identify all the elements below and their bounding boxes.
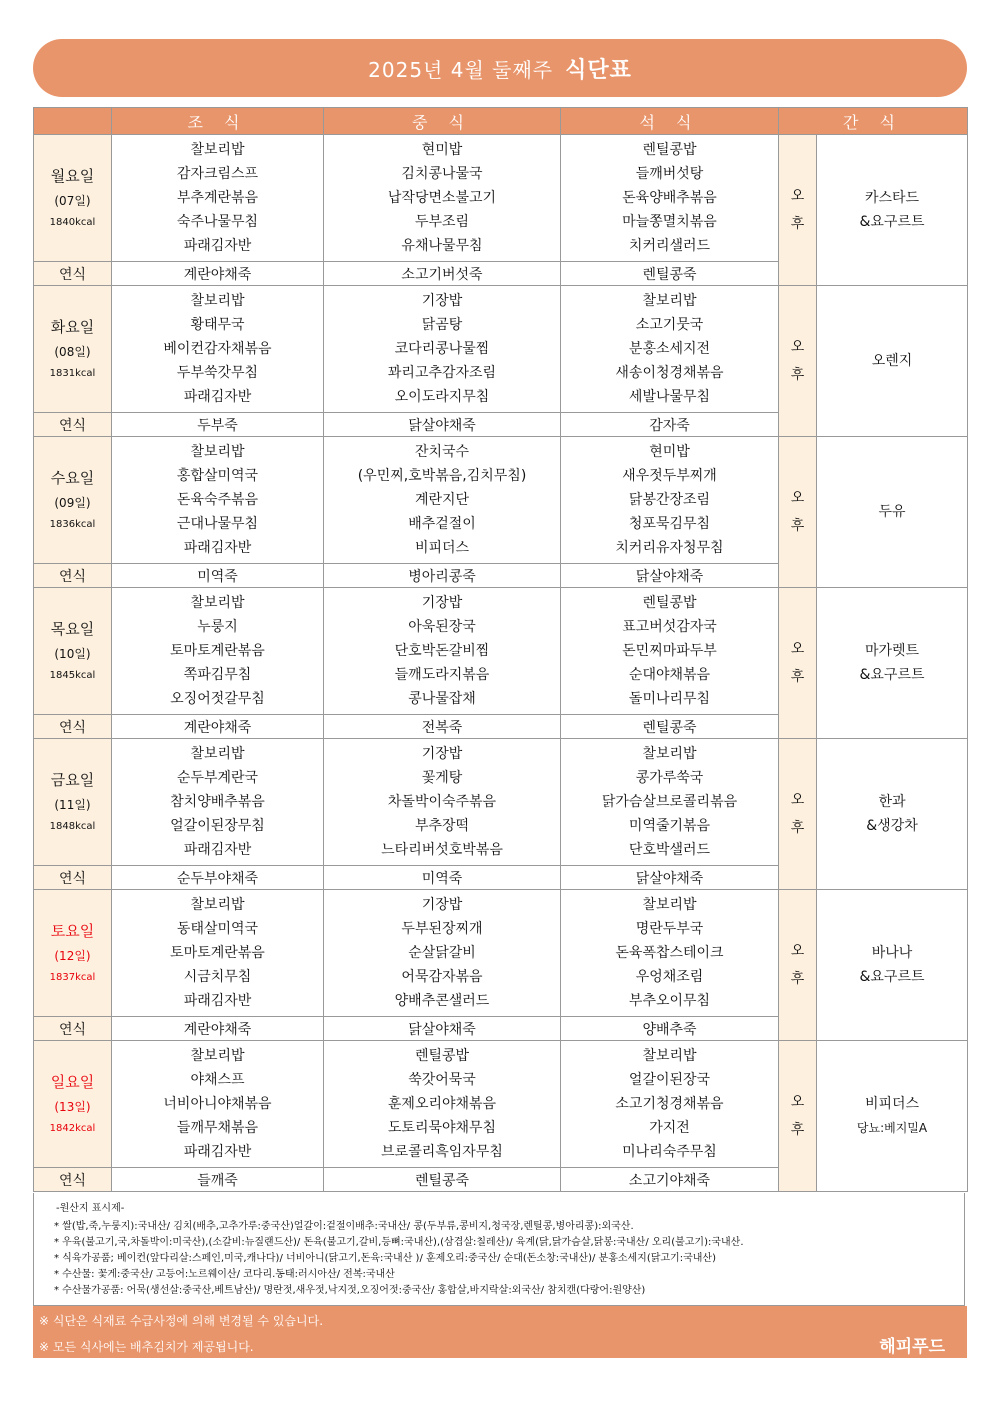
porridge-label: 연식 <box>34 262 112 286</box>
header-row <box>34 108 968 135</box>
day-name: 월요일 <box>50 167 95 186</box>
menu-item: 단호박샐러드 <box>628 842 711 858</box>
origin-line: * 수산물가공품: 어묵(생선살:중국산,베트남산)/ 명란젓,새우젓,낙지젓,오징어젓:중국산/ 홍합살,바지락살:외국산/ 참치캔(다랑어:원양산) <box>54 1285 646 1296</box>
menu-item: 렌틸콩밥 <box>414 1048 470 1064</box>
menu-item: 두부조림 <box>414 214 470 230</box>
menu-item: 치커리샐러드 <box>628 238 711 254</box>
menu-item: 미나리숙주무침 <box>622 1144 717 1160</box>
menu-item: 부추오이무침 <box>628 993 711 1009</box>
snack-item: 당뇨:베지밀A <box>856 1121 928 1135</box>
menu-item: 찰보리밥 <box>642 1048 697 1064</box>
menu-table <box>33 107 968 1192</box>
porridge-item: 렌틸콩죽 <box>561 262 779 286</box>
day-date: (10일) <box>54 647 91 662</box>
menu-item: 비피더스 <box>414 540 470 556</box>
day-date: (11일) <box>54 798 91 813</box>
menu-item: 어묵감자볶음 <box>401 969 483 985</box>
porridge-item: 닭살야채죽 <box>561 564 779 588</box>
day-cell <box>34 739 112 866</box>
pm-cell <box>779 588 817 739</box>
snack-cell <box>817 1041 968 1192</box>
pm-char: 후 <box>790 669 805 685</box>
menu-item: 얼갈이된장국 <box>628 1072 711 1088</box>
day-kcal: 1831kcal <box>49 367 96 379</box>
porridge-item: 계란야채죽 <box>112 715 324 739</box>
menu-item: 부추계란볶음 <box>176 190 259 206</box>
brand-name: 해피푸드 <box>879 1337 945 1357</box>
dinner-cell <box>561 135 779 262</box>
menu-item: 순대야채볶음 <box>628 667 711 683</box>
day-kcal: 1840kcal <box>49 216 96 228</box>
menu-item: 토마토계란볶음 <box>170 643 265 659</box>
day-date: (07일) <box>54 194 91 209</box>
menu-item: 가지전 <box>649 1120 690 1136</box>
menu-item: 김치콩나물국 <box>401 166 483 182</box>
menu-item: 시금치무침 <box>183 969 252 985</box>
menu-item: 순두부계란국 <box>176 770 259 786</box>
breakfast-cell <box>112 588 324 715</box>
menu-item: 파래김자반 <box>183 1144 252 1160</box>
day-kcal: 1837kcal <box>49 971 96 983</box>
lunch-cell <box>324 437 561 564</box>
dinner-cell <box>561 588 779 715</box>
pm-char: 후 <box>790 1122 805 1138</box>
origin-line: * 쌀(밥,죽,누룽지):국내산/ 김치(배추,고추가루:중국산)얼갈이:겉절이배추:국내산/ 콩(두부류,콩비지,청국장,렌틸콩,병아리콩):외국산. <box>54 1221 634 1232</box>
menu-item: 황태무국 <box>190 317 245 333</box>
porridge-item: 소고기버섯죽 <box>324 262 561 286</box>
breakfast-cell <box>112 286 324 413</box>
menu-item: 미역줄기볶음 <box>628 818 711 834</box>
header-dinner: 석 식 <box>561 108 779 135</box>
snack-item: 오렌지 <box>871 353 913 369</box>
pm-char: 오 <box>790 188 805 204</box>
menu-item: 배추겉절이 <box>408 516 476 532</box>
menu-item: 찰보리밥 <box>642 897 697 913</box>
snack-cell <box>817 135 968 286</box>
menu-item: 돌미나리무침 <box>628 691 711 707</box>
menu-item: 파래김자반 <box>183 238 252 254</box>
snack-item: 비피더스 <box>864 1096 920 1112</box>
snack-item: 두유 <box>878 504 906 520</box>
porridge-item: 닭살야채죽 <box>561 866 779 890</box>
porridge-label: 연식 <box>34 1017 112 1041</box>
porridge-item: 전복죽 <box>324 715 561 739</box>
pm-cell <box>779 135 817 286</box>
snack-item: 카스타드 <box>864 190 920 206</box>
menu-item: 꽈리고추감자조림 <box>387 365 497 381</box>
menu-item: 소고기뭇국 <box>635 317 704 333</box>
menu-item: 들깨무채볶음 <box>176 1120 259 1136</box>
breakfast-cell <box>112 739 324 866</box>
menu-item: 치커리유자청무침 <box>615 540 724 556</box>
snack-cell <box>817 286 968 437</box>
title-main: 식단표 <box>565 57 632 83</box>
pm-char: 후 <box>790 971 805 987</box>
pm-char: 후 <box>790 820 805 836</box>
menu-item: 기장밥 <box>421 897 463 913</box>
porridge-item: 닭살야채죽 <box>324 413 561 437</box>
header-breakfast: 조 식 <box>112 108 324 135</box>
porridge-item: 소고기야채죽 <box>561 1168 779 1192</box>
menu-item: 참치양배추볶음 <box>170 794 265 810</box>
pm-char: 후 <box>790 518 805 534</box>
day-kcal: 1836kcal <box>49 518 96 530</box>
menu-item: 토마토계란볶음 <box>170 945 265 961</box>
menu-item: 닭가슴살브로콜리볶음 <box>601 794 738 810</box>
menu-item: 훈제오리야채볶음 <box>387 1096 497 1112</box>
porridge-item: 닭살야채죽 <box>324 1017 561 1041</box>
menu-item: 기장밥 <box>421 595 463 611</box>
day-cell <box>34 437 112 564</box>
menu-item: 새송이청경채볶음 <box>615 365 724 381</box>
menu-item: 들깨도라지볶음 <box>394 667 490 683</box>
snack-cell <box>817 739 968 890</box>
porridge-item: 미역죽 <box>112 564 324 588</box>
menu-item: 오징어젓갈무침 <box>170 691 265 707</box>
pm-char: 오 <box>790 1094 805 1110</box>
day-kcal: 1848kcal <box>49 820 96 832</box>
menu-item: 얼갈이된장무침 <box>170 818 265 834</box>
porridge-item: 순두부야채죽 <box>112 866 324 890</box>
day-row <box>34 588 968 715</box>
snack-item: &요구르트 <box>859 667 925 683</box>
menu-item: 두부쑥갓무침 <box>176 365 259 381</box>
day-row <box>34 1041 968 1168</box>
pm-char: 오 <box>790 641 805 657</box>
day-row <box>34 890 968 1017</box>
menu-item: 찰보리밥 <box>642 746 697 762</box>
menu-item: 닭곰탕 <box>421 317 463 333</box>
menu-item: 들깨버섯탕 <box>635 166 704 182</box>
footer-note-1: ※ 식단은 식재료 수급사정에 의해 변경될 수 있습니다. <box>39 1314 324 1328</box>
title-banner <box>33 39 967 97</box>
menu-item: (우민찌,호박볶음,김치무침) <box>357 468 527 484</box>
day-cell <box>34 286 112 413</box>
origin-heading: -원산지 표시제- <box>56 1203 125 1214</box>
menu-item: 양배추콘샐러드 <box>394 993 490 1009</box>
lunch-cell <box>324 739 561 866</box>
menu-item: 두부된장찌개 <box>401 921 483 937</box>
day-cell <box>34 135 112 262</box>
menu-item: 찰보리밥 <box>190 746 245 762</box>
menu-item: 계란지단 <box>414 492 470 508</box>
snack-item: 한과 <box>878 794 906 810</box>
snack-item: &생강차 <box>866 818 918 834</box>
menu-item: 코다리콩나물찜 <box>394 341 490 357</box>
menu-item: 찰보리밥 <box>190 897 245 913</box>
header-empty <box>34 108 112 135</box>
menu-item: 아욱된장국 <box>408 619 476 635</box>
menu-item: 현미밥 <box>649 444 690 460</box>
porridge-item: 렌틸콩죽 <box>561 715 779 739</box>
menu-item: 돈민찌마파두부 <box>622 643 717 659</box>
snack-item: &요구르트 <box>859 969 925 985</box>
pm-cell <box>779 1041 817 1192</box>
dinner-cell <box>561 1041 779 1168</box>
porridge-label: 연식 <box>34 866 112 890</box>
day-row <box>34 739 968 866</box>
menu-item: 콩가루쑥국 <box>635 770 704 786</box>
day-date: (13일) <box>54 1100 91 1115</box>
menu-item: 누룽지 <box>197 619 238 635</box>
lunch-cell <box>324 890 561 1017</box>
menu-item: 콩나물잡채 <box>408 691 476 707</box>
day-date: (12일) <box>54 949 91 964</box>
menu-item: 표고버섯감자국 <box>622 619 717 635</box>
snack-item: &요구르트 <box>859 214 925 230</box>
porridge-label: 연식 <box>34 413 112 437</box>
menu-item: 납작당면소불고기 <box>387 190 497 206</box>
day-name: 금요일 <box>50 771 95 790</box>
menu-item: 잔치국수 <box>414 444 470 460</box>
header-lunch: 중 식 <box>324 108 561 135</box>
menu-item: 순살닭갈비 <box>408 945 476 961</box>
header-snack: 간 식 <box>779 108 968 135</box>
origin-line: * 수산물: 꽃게:중국산/ 고등어:노르웨이산/ 코다리.동태:러시아산/ 전복:국내산 <box>54 1269 395 1280</box>
menu-item: 숙주나물무침 <box>176 214 259 230</box>
menu-item: 렌틸콩밥 <box>642 595 697 611</box>
day-date: (09일) <box>54 496 91 511</box>
day-name: 목요일 <box>50 620 95 639</box>
snack-item: 마가렛트 <box>864 643 920 659</box>
day-cell <box>34 890 112 1017</box>
menu-item: 찰보리밥 <box>190 595 245 611</box>
menu-item: 새우젓두부찌개 <box>622 468 717 484</box>
snack-cell <box>817 890 968 1041</box>
menu-item: 닭봉간장조림 <box>628 492 711 508</box>
porridge-label: 연식 <box>34 564 112 588</box>
menu-item: 너비아니야채볶음 <box>163 1096 272 1112</box>
menu-item: 찰보리밥 <box>190 142 245 158</box>
day-cell <box>34 588 112 715</box>
pm-char: 오 <box>790 490 805 506</box>
menu-item: 찰보리밥 <box>190 1048 245 1064</box>
day-row <box>34 437 968 564</box>
menu-item: 마늘쫑멸치볶음 <box>622 214 717 230</box>
menu-item: 찰보리밥 <box>190 444 245 460</box>
menu-item: 파래김자반 <box>183 993 252 1009</box>
menu-item: 돈육폭찹스테이크 <box>615 945 724 961</box>
day-date: (08일) <box>54 345 91 360</box>
lunch-cell <box>324 1041 561 1168</box>
menu-item: 꽃게탕 <box>421 770 463 786</box>
menu-item: 쪽파김무침 <box>183 667 252 683</box>
menu-item: 파래김자반 <box>183 389 252 405</box>
porridge-item: 두부죽 <box>112 413 324 437</box>
menu-item: 근대나물무침 <box>176 516 259 532</box>
menu-item: 베이컨감자채볶음 <box>163 341 272 357</box>
menu-item: 기장밥 <box>421 293 463 309</box>
menu-item: 기장밥 <box>421 746 463 762</box>
day-cell <box>34 1041 112 1168</box>
snack-cell <box>817 588 968 739</box>
menu-item: 야채스프 <box>190 1072 245 1088</box>
menu-item: 찰보리밥 <box>642 293 697 309</box>
origin-line: * 우육(불고기,국,차돌박이:미국산),(소갈비:뉴질랜드산)/ 돈육(불고기,갈비,등뼈:국내산),(삼겹살:칠레산)/ 육계(닭,닭가슴살,닭봉:국내산/ 오리(불고기):국내산. <box>54 1237 744 1248</box>
dinner-cell <box>561 286 779 413</box>
porridge-item: 병아리콩죽 <box>324 564 561 588</box>
menu-item: 청포묵김무침 <box>628 516 711 532</box>
menu-item: 돈육숙주볶음 <box>176 492 259 508</box>
snack-cell <box>817 437 968 588</box>
menu-item: 브로콜리흑임자무침 <box>381 1144 503 1160</box>
menu-item: 세발나물무침 <box>628 389 711 405</box>
menu-item: 우엉채조림 <box>635 969 704 985</box>
menu-item: 홍합살미역국 <box>176 468 259 484</box>
breakfast-cell <box>112 135 324 262</box>
lunch-cell <box>324 286 561 413</box>
lunch-cell <box>324 588 561 715</box>
day-row <box>34 286 968 413</box>
menu-item: 차돌박이숙주볶음 <box>387 794 497 810</box>
menu-item: 분홍소세지전 <box>628 341 711 357</box>
day-name: 화요일 <box>50 318 95 337</box>
menu-item: 소고기청경채볶음 <box>615 1096 724 1112</box>
menu-item: 부추장떡 <box>414 818 470 834</box>
porridge-item: 렌틸콩죽 <box>324 1168 561 1192</box>
menu-item: 동태살미역국 <box>176 921 259 937</box>
pm-char: 후 <box>790 367 805 383</box>
menu-item: 렌틸콩밥 <box>642 142 697 158</box>
day-kcal: 1845kcal <box>49 669 96 681</box>
porridge-item: 미역죽 <box>324 866 561 890</box>
footer-bar <box>33 1306 967 1358</box>
day-name: 토요일 <box>50 922 95 941</box>
pm-cell <box>779 286 817 437</box>
porridge-label: 연식 <box>34 715 112 739</box>
menu-item: 느타리버섯호박볶음 <box>381 842 503 858</box>
day-name: 일요일 <box>50 1073 95 1092</box>
menu-item: 현미밥 <box>421 142 463 158</box>
origin-notes <box>33 1193 965 1306</box>
day-kcal: 1842kcal <box>49 1122 96 1134</box>
menu-item: 찰보리밥 <box>190 293 245 309</box>
porridge-item: 감자죽 <box>561 413 779 437</box>
breakfast-cell <box>112 437 324 564</box>
menu-item: 도토리묵야채무침 <box>387 1120 497 1136</box>
menu-item: 단호박돈갈비찜 <box>394 643 490 659</box>
menu-item: 감자크림스프 <box>176 166 259 182</box>
pm-cell <box>779 437 817 588</box>
porridge-item: 들깨죽 <box>112 1168 324 1192</box>
breakfast-cell <box>112 890 324 1017</box>
pm-cell <box>779 890 817 1041</box>
pm-char: 오 <box>790 339 805 355</box>
menu-item: 쑥갓어묵국 <box>408 1072 476 1088</box>
porridge-item: 양배추죽 <box>561 1017 779 1041</box>
pm-char: 후 <box>790 216 805 232</box>
pm-char: 오 <box>790 792 805 808</box>
menu-item: 파래김자반 <box>183 540 252 556</box>
menu-item: 돈육양배추볶음 <box>622 190 717 206</box>
dinner-cell <box>561 890 779 1017</box>
porridge-label: 연식 <box>34 1168 112 1192</box>
footer-note-2: ※ 모든 식사에는 배추김치가 제공됩니다. <box>39 1340 254 1354</box>
lunch-cell <box>324 135 561 262</box>
pm-char: 오 <box>790 943 805 959</box>
porridge-item: 계란야채죽 <box>112 262 324 286</box>
menu-item: 명란두부국 <box>635 921 704 937</box>
day-name: 수요일 <box>50 469 95 488</box>
title-prefix: 2025년 4월 둘째주 <box>368 57 554 82</box>
menu-item: 오이도라지무침 <box>394 389 490 405</box>
snack-item: 바나나 <box>871 945 913 961</box>
menu-item: 파래김자반 <box>183 842 252 858</box>
dinner-cell <box>561 739 779 866</box>
menu-item: 유채나물무침 <box>401 238 483 254</box>
breakfast-cell <box>112 1041 324 1168</box>
origin-line: * 식육가공품; 베이컨(앞다리살:스페인,미국,캐나다)/ 너비아니(닭고기,돈육:국내산 )/ 훈제오리:중국산/ 순대(돈소창:국내산)/ 분홍소세지(닭고기:국내산) <box>54 1253 716 1264</box>
dinner-cell <box>561 437 779 564</box>
pm-cell <box>779 739 817 890</box>
porridge-item: 계란야채죽 <box>112 1017 324 1041</box>
day-row <box>34 135 968 262</box>
